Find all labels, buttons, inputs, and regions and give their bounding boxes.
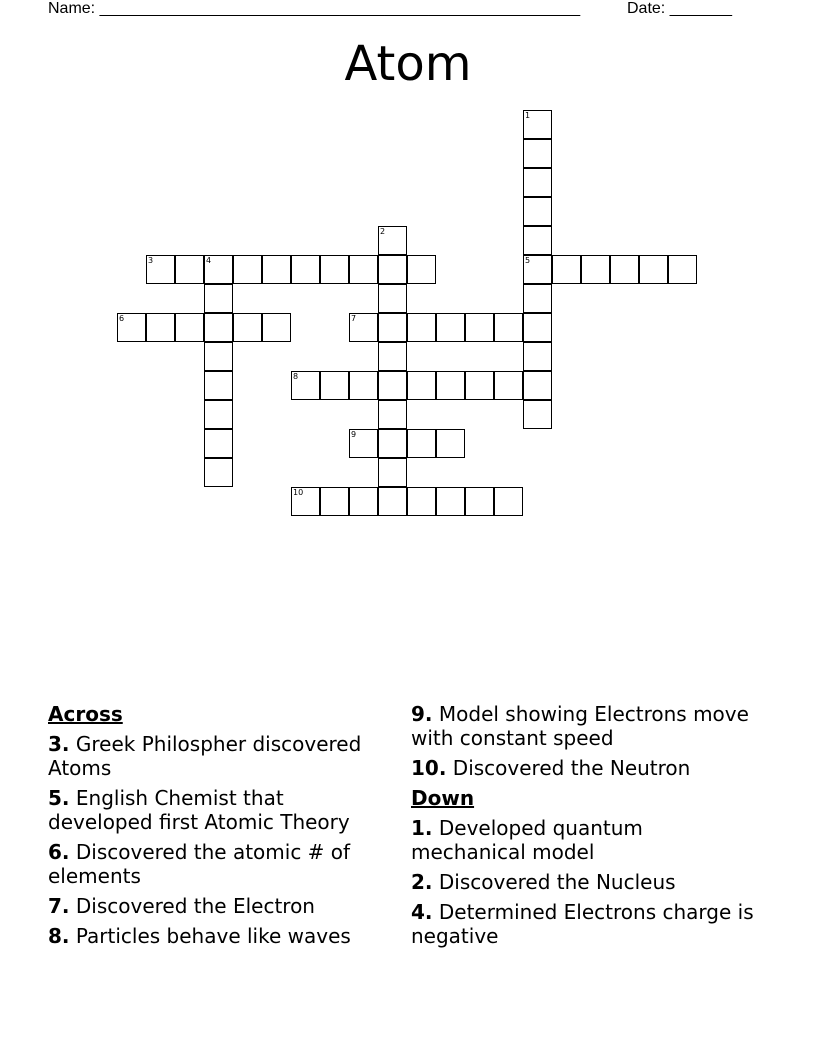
- crossword-cell[interactable]: [407, 429, 436, 458]
- crossword-cell[interactable]: [523, 110, 552, 139]
- clues-column-right: [411, 702, 756, 954]
- clue-across-7: [48, 894, 393, 918]
- crossword-cell[interactable]: [639, 255, 668, 284]
- clue-text: Discovered the Nucleus: [438, 870, 676, 894]
- clue-number: 7.: [48, 894, 70, 918]
- clue-number: 3.: [48, 732, 70, 756]
- crossword-cell[interactable]: [523, 371, 552, 400]
- crossword-cell[interactable]: [262, 255, 291, 284]
- crossword-cell[interactable]: [523, 197, 552, 226]
- clue-down-4: [411, 900, 756, 948]
- clue-text: Developed quantum mechanical model: [411, 816, 643, 864]
- clue-number: 10.: [411, 756, 447, 780]
- crossword-cell[interactable]: [523, 139, 552, 168]
- crossword-cell[interactable]: [523, 313, 552, 342]
- clue-text: English Chemist that developed first Atomic Theory: [48, 786, 350, 834]
- crossword-cell[interactable]: [407, 371, 436, 400]
- down-heading: Down: [411, 786, 475, 810]
- crossword-cell[interactable]: [378, 487, 407, 516]
- crossword-cell[interactable]: [349, 429, 378, 458]
- clue-number-label: 6: [119, 314, 125, 323]
- crossword-cell[interactable]: [407, 313, 436, 342]
- crossword-cell[interactable]: [436, 313, 465, 342]
- crossword-cell[interactable]: [494, 313, 523, 342]
- clue-across-6: [48, 840, 393, 888]
- crossword-cell[interactable]: [349, 313, 378, 342]
- crossword-cell[interactable]: [523, 342, 552, 371]
- name-field-label: Name: ______________________________________________________: [48, 0, 581, 17]
- crossword-cell[interactable]: [378, 429, 407, 458]
- clue-number-label: 2: [380, 227, 386, 236]
- clue-text: Particles behave like waves: [75, 924, 351, 948]
- crossword-cell[interactable]: [378, 371, 407, 400]
- clue-number-label: 8: [293, 372, 299, 381]
- crossword-cell[interactable]: [320, 255, 349, 284]
- crossword-cell[interactable]: [204, 458, 233, 487]
- crossword-cell[interactable]: [523, 255, 552, 284]
- crossword-cell[interactable]: [378, 284, 407, 313]
- clue-number: 9.: [411, 702, 433, 726]
- clue-number-label: 3: [148, 256, 154, 265]
- crossword-cell[interactable]: [204, 429, 233, 458]
- clue-number: 1.: [411, 816, 433, 840]
- clue-number: 5.: [48, 786, 70, 810]
- crossword-cell[interactable]: [291, 371, 320, 400]
- crossword-cell[interactable]: [204, 400, 233, 429]
- clue-number-label: 4: [206, 256, 212, 265]
- crossword-cell[interactable]: [204, 284, 233, 313]
- crossword-cell[interactable]: [465, 371, 494, 400]
- crossword-cell[interactable]: [436, 429, 465, 458]
- crossword-cell[interactable]: [204, 371, 233, 400]
- crossword-cell[interactable]: [262, 313, 291, 342]
- clue-text: Model showing Electrons move with constant speed: [411, 702, 749, 750]
- clues-column-left: [48, 702, 393, 954]
- crossword-cell[interactable]: [465, 487, 494, 516]
- crossword-cell[interactable]: [378, 313, 407, 342]
- crossword-cell[interactable]: [523, 226, 552, 255]
- crossword-cell[interactable]: [146, 313, 175, 342]
- crossword-cell[interactable]: [494, 371, 523, 400]
- crossword-cell[interactable]: [349, 371, 378, 400]
- clue-across-10: [411, 756, 756, 780]
- crossword-cell[interactable]: [610, 255, 639, 284]
- crossword-cell[interactable]: [117, 313, 146, 342]
- clue-number-label: 10: [293, 488, 304, 497]
- across-heading: Across: [48, 702, 123, 726]
- clue-across-9: [411, 702, 756, 750]
- clue-number-label: 9: [351, 430, 357, 439]
- crossword-cell[interactable]: [349, 487, 378, 516]
- clue-number-label: 5: [525, 256, 531, 265]
- crossword-cell[interactable]: [320, 487, 349, 516]
- crossword-cell[interactable]: [233, 255, 262, 284]
- crossword-cell[interactable]: [175, 255, 204, 284]
- crossword-cell[interactable]: [378, 255, 407, 284]
- clue-number: 6.: [48, 840, 70, 864]
- crossword-cell[interactable]: [523, 168, 552, 197]
- crossword-cell[interactable]: [436, 487, 465, 516]
- clue-number-label: 1: [525, 111, 531, 120]
- clue-number: 2.: [411, 870, 433, 894]
- clue-across-8: [48, 924, 393, 948]
- clue-across-5: [48, 786, 393, 834]
- crossword-cell[interactable]: [204, 313, 233, 342]
- crossword-cell[interactable]: [494, 487, 523, 516]
- crossword-cell[interactable]: [378, 226, 407, 255]
- clue-text: Greek Philospher discovered Atoms: [48, 732, 362, 780]
- crossword-cell[interactable]: [204, 255, 233, 284]
- crossword-cell[interactable]: [320, 371, 349, 400]
- crossword-cell[interactable]: [233, 313, 262, 342]
- clue-down-1: [411, 816, 756, 864]
- crossword-cell[interactable]: [523, 400, 552, 429]
- crossword-cell[interactable]: [407, 255, 436, 284]
- crossword-cell[interactable]: [465, 313, 494, 342]
- clue-across-3: [48, 732, 393, 780]
- crossword-cell[interactable]: [378, 342, 407, 371]
- crossword-cell[interactable]: [523, 284, 552, 313]
- crossword-cell[interactable]: [349, 255, 378, 284]
- clue-number: 4.: [411, 900, 433, 924]
- page-title: Atom: [344, 36, 472, 92]
- crossword-cell[interactable]: [175, 313, 204, 342]
- crossword-cell[interactable]: [291, 255, 320, 284]
- clue-down-2: [411, 870, 756, 894]
- clue-text: Discovered the atomic # of elements: [48, 840, 351, 888]
- crossword-cell[interactable]: [291, 487, 320, 516]
- crossword-cell[interactable]: [378, 458, 407, 487]
- crossword-cell[interactable]: [407, 487, 436, 516]
- crossword-cell[interactable]: [552, 255, 581, 284]
- clue-text: Determined Electrons charge is negative: [411, 900, 754, 948]
- crossword-cell[interactable]: [581, 255, 610, 284]
- crossword-cell[interactable]: [436, 371, 465, 400]
- crossword-cell[interactable]: [204, 342, 233, 371]
- clue-number: 8.: [48, 924, 70, 948]
- crossword-cell[interactable]: [378, 400, 407, 429]
- date-field-label: Date: _______: [627, 0, 732, 17]
- clue-number-label: 7: [351, 314, 357, 323]
- crossword-cell[interactable]: [668, 255, 697, 284]
- crossword-cell[interactable]: [146, 255, 175, 284]
- clue-text: Discovered the Electron: [75, 894, 315, 918]
- clue-text: Discovered the Neutron: [452, 756, 691, 780]
